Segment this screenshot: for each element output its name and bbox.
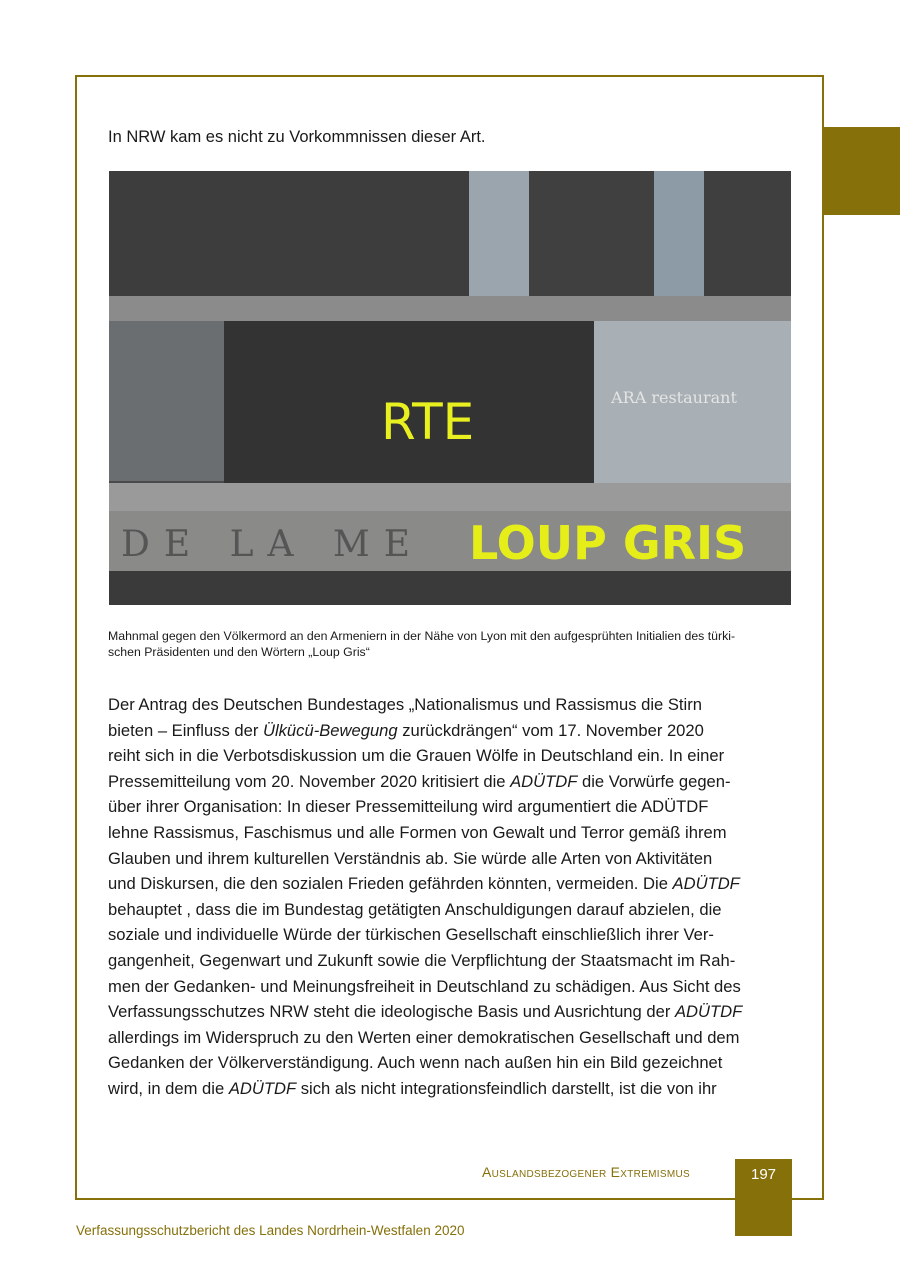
graffiti-loup-gris: LOUP GRIS: [469, 516, 747, 570]
text-segment: wird, in dem die: [108, 1078, 229, 1098]
memorial-photo: [109, 171, 791, 605]
page-number: 197: [750, 1166, 777, 1183]
emphasized-term: ADÜTDF: [228, 1078, 297, 1098]
body-line: [108, 897, 742, 923]
emphasized-term: Ülkücü-Bewegung: [262, 720, 398, 740]
text-segment: Pressemitteilung vom 20. November 2020 kritisiert die: [108, 771, 511, 791]
body-line: [108, 846, 742, 872]
chapter-tab: [823, 127, 900, 215]
body-line: [108, 974, 742, 1000]
text-segment: lehne Rassismus, Faschismus und alle Formen von Gewalt und Terror gemäß ihrem: [108, 822, 727, 842]
emphasized-term: ADÜTDF: [672, 874, 740, 894]
body-line: [108, 999, 742, 1025]
caption-line: schen Präsidenten und den Wörtern „Loup Gris“: [108, 645, 370, 659]
text-segment: gangenheit, Gegenwart und Zukunft sowie die Verpflichtung der Staatsmacht im Rah-: [108, 950, 736, 970]
page-number-box: [735, 1159, 792, 1236]
body-line: [108, 1050, 742, 1076]
text-segment: und Diskursen, die den sozialen Frieden gefährden könnten, vermeiden. Die: [108, 874, 673, 894]
photo-caption: [108, 628, 798, 660]
text-segment: soziale und individuelle Würde der türkischen Gesellschaft einschließlich ihrer Ver-: [108, 925, 714, 945]
text-segment: Glauben und ihrem kulturellen Verständnis ab. Sie würde alle Arten von Aktivitäten: [108, 848, 713, 868]
text-segment: bieten – Einfluss der: [108, 720, 263, 740]
text-segment: Der Antrag des Deutschen Bundestages „Nationalismus und Rassismus die Stirn: [108, 695, 702, 714]
text-segment: die Vorwürfe gegen-: [577, 771, 731, 791]
text-segment: reiht sich in die Verbotsdiskussion um die Grauen Wölfe in Deutschland ein. In einer: [108, 746, 725, 766]
body-line: [108, 769, 742, 795]
text-segment: sich als nicht integrationsfeindlich darstellt, ist die von ihr: [296, 1078, 717, 1098]
body-line: [108, 922, 742, 948]
body-line: [108, 743, 742, 769]
text-segment: allerdings im Widerspruch zu den Werten einer demokratischen Gesellschaft und dem: [108, 1027, 740, 1047]
emphasized-term: ADÜTDF: [674, 1002, 743, 1022]
text-segment: Verfassungsschutzes NRW steht die ideologische Basis und Ausrichtung der: [108, 1002, 675, 1022]
intro-paragraph: In NRW kam es nicht zu Vorkommnissen dieser Art.: [108, 128, 486, 146]
body-line: [108, 1025, 742, 1051]
body-line: [108, 948, 742, 974]
publication-title: Verfassungsschutzbericht des Landes Nordrhein-Westfalen 2020: [76, 1223, 465, 1238]
body-line: [108, 1076, 742, 1102]
body-line: [108, 794, 742, 820]
body-text: [108, 692, 742, 1102]
engraving-text: DE LA ME: [121, 524, 425, 565]
text-segment: men der Gedanken- und Meinungsfreiheit in Deutschland zu schädigen. Aus Sicht des: [108, 976, 741, 996]
emphasized-term: ADÜTDF: [510, 771, 578, 791]
section-title: Auslandsbezogener Extremismus: [482, 1164, 690, 1180]
text-segment: Gedanken der Völkerverständigung. Auch wenn nach außen hin ein Bild gezeichnet: [108, 1053, 723, 1073]
text-segment: behauptet , dass die im Bundestag getätigten Anschuldigungen darauf abzielen, die: [108, 899, 722, 919]
body-line: [108, 718, 742, 744]
body-line: [108, 820, 742, 846]
restaurant-sign: ARA restaurant: [611, 388, 737, 407]
caption-line: Mahnmal gegen den Völkermord an den Armeniern in der Nähe von Lyon mit den aufgesprühten Initialien des türki-: [108, 629, 736, 643]
text-segment: über ihrer Organisation: In dieser Pressemitteilung wird argumentiert die ADÜTDF: [108, 797, 709, 817]
graffiti-rte: RTE: [381, 393, 475, 451]
body-line: [108, 871, 742, 897]
body-line: [108, 692, 742, 718]
text-segment: zurückdrängen“ vom 17. November 2020: [397, 720, 704, 740]
